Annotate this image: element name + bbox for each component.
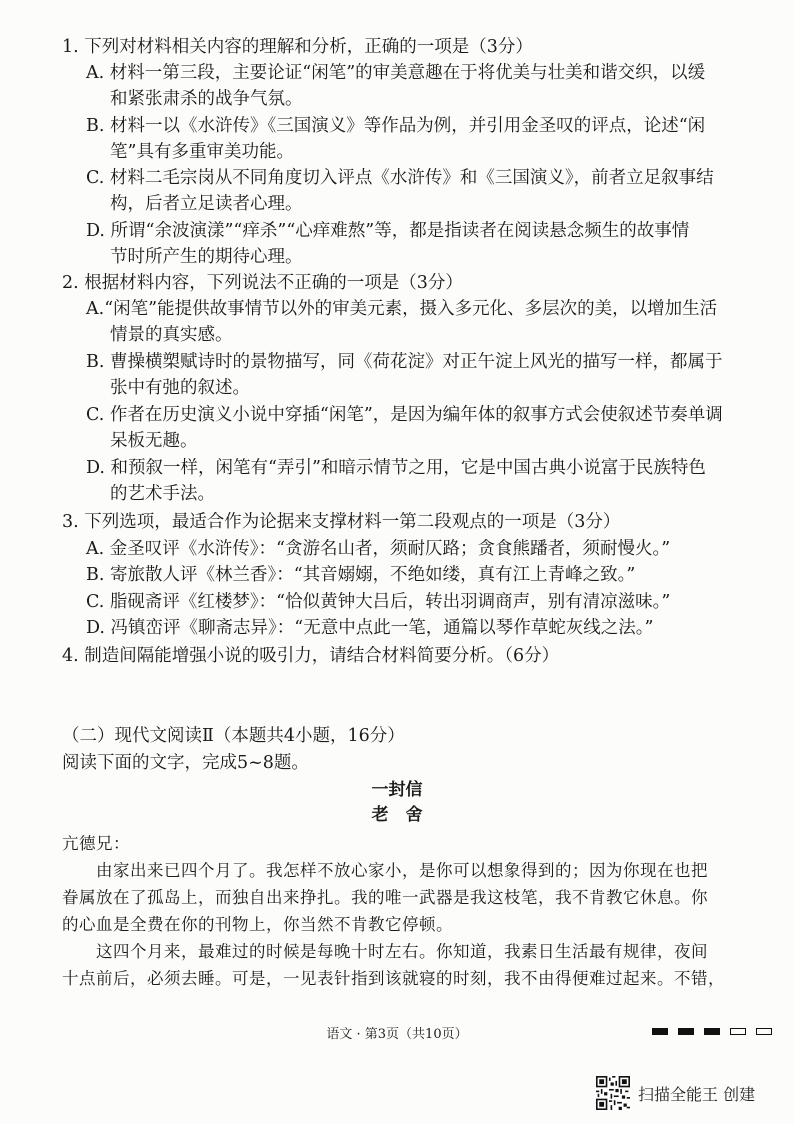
page-mark-filled [652,1028,668,1035]
page-mark-filled [704,1028,720,1035]
q3-option-b: B. 寄旅散人评《林兰香》：“其音嫋嫋，不绝如缕，真有江上青峰之致。” [86,565,636,585]
q1-option-c-cont: 构，后者立足读者心理。 [110,194,303,214]
q2-option-c: C. 作者在历史演义小说中穿插“闲笔”，是因为编年体的叙事方式会使叙述节奏单调 [86,405,723,425]
q3-option-c: C. 脂砚斋评《红楼梦》：“恰似黄钟大吕后，转出羽调商声，别有清凉滋味。” [86,592,671,612]
q1-option-b: B. 材料一以《水浒传》《三国演义》等作品为例，并引用金圣叹的评点，论述“闲 [86,116,706,136]
q2-option-c-cont: 呆板无趣。 [110,431,198,451]
letter-line-1: 由家出来已四个月了。我怎样不放心家小，是你可以想象得到的；因为你现在也把 [62,861,708,880]
q1-option-b-cont: 笔”具有多重审美功能。 [110,142,294,162]
scanner-watermark-text: 扫描全能王 创建 [638,1084,756,1104]
q2-option-a-cont: 情景的真实感。 [110,325,233,345]
q1-option-a-cont: 和紧张肃杀的战争气氛。 [110,89,303,109]
page-mark-hollow [756,1028,772,1035]
page-mark-hollow [730,1028,746,1035]
scanner-watermark [596,1076,755,1110]
question-2-stem: 2. 根据材料内容，下列说法不正确的一项是（3分） [62,273,463,293]
letter-salutation: 亢德兄： [62,834,130,853]
article-title: 一封信 [371,780,423,800]
q3-option-a: A. 金圣叹评《水浒传》：“贪游名山者，须耐仄路；贪食熊蹯者，须耐慢火。” [86,539,671,559]
q2-option-b-cont: 张中有弛的叙述。 [110,378,250,398]
q3-option-d: D. 冯镇峦评《聊斋志异》：“无意中点此一笔，通篇以琴作草蛇灰线之法。” [86,618,654,638]
q1-option-d: D. 所谓“余波演漾”“痒杀”“心痒难熬”等，都是指读者在阅读悬念频生的故事情 [86,221,690,241]
q2-option-a: A.“闲笔”能提供故事情节以外的审美元素，摄入多元化、多层次的美，以增加生活 [86,299,718,319]
section-heading: （二）现代文阅读Ⅱ（本题共4小题，16分） [62,726,405,746]
letter-line-2: 眷属放在了孤岛上，而独自出来挣扎。我的唯一武器是我这枝笔，我不肯教它休息。你 [62,888,708,907]
page-marks [652,1028,772,1035]
q1-option-d-cont: 节时所产生的期待心理。 [110,247,303,267]
article-author: 老 舍 [371,805,423,825]
section-instruction: 阅读下面的文字，完成5~8题。 [62,753,309,773]
qr-code-icon [596,1076,630,1110]
page-footer: 语文 · 第3页（共10页） [326,1027,468,1042]
page-mark-filled [678,1028,694,1035]
question-4-stem: 4. 制造间隔能增强小说的吸引力，请结合材料简要分析。（6分） [62,646,560,666]
q1-option-a: A. 材料一第三段，主要论证“闲笔”的审美意趣在于将优美与壮美和谐交织，以缓 [86,63,706,83]
question-1-stem: 1. 下列对材料相关内容的理解和分析，正确的一项是（3分） [62,37,533,57]
letter-line-3: 的心血是全费在你的刊物上，你当然不肯教它停顿。 [62,915,453,934]
q2-option-d-cont: 的艺术手法。 [110,484,215,504]
q2-option-d: D. 和预叙一样，闲笔有“弄引”和暗示情节之用，它是中国古典小说富于民族特色 [86,458,706,478]
letter-line-5: 十点前后，必须去睡。可是，一见表针指到该就寝的时刻，我不由得便难过起来。不错， [62,969,725,988]
q1-option-c: C. 材料二毛宗岗从不同角度切入评点《水浒传》和《三国演义》，前者立足叙事结 [86,168,714,188]
q2-option-b: B. 曹操横槊赋诗时的景物描写，同《荷花淀》对正午淀上风光的描写一样，都属于 [86,352,723,372]
letter-line-4: 这四个月来，最难过的时候是每晚十时左右。你知道，我素日生活最有规律，夜间 [62,942,708,961]
question-3-stem: 3. 下列选项，最适合作为论据来支撑材料一第二段观点的一项是（3分） [62,512,621,532]
